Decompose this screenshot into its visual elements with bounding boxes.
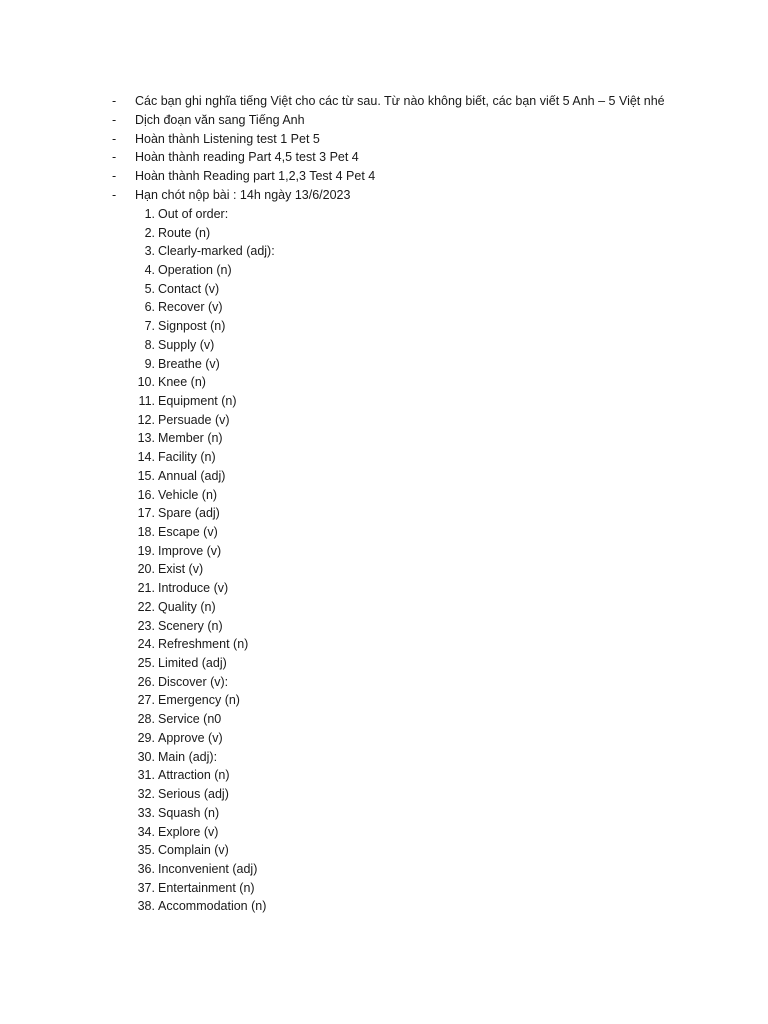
vocab-word: Supply (v) (158, 337, 215, 352)
vocab-word: Route (n) (158, 225, 211, 240)
vocab-number: 20. (137, 562, 155, 577)
vocab-number: 11. (138, 393, 155, 408)
vocab-number: 37. (137, 880, 155, 895)
task-text: Hạn chót nộp bài : 14h ngày 13/6/2023 (135, 187, 351, 202)
vocab-number: 7. (144, 319, 155, 334)
vocab-number: 6. (144, 300, 155, 315)
vocab-number: 13. (137, 431, 155, 446)
vocab-word: Quality (n) (158, 599, 216, 614)
task-bullet: - (112, 94, 117, 108)
vocab-word: Accommodation (n) (158, 899, 267, 914)
vocab-word: Limited (adj) (158, 656, 227, 671)
vocab-word: Signpost (n) (158, 319, 226, 334)
vocab-word: Attraction (n) (158, 768, 230, 783)
vocab-number: 29. (137, 730, 155, 745)
vocab-word: Exist (v) (158, 562, 204, 577)
vocab-number: 27. (137, 693, 155, 708)
vocab-word: Main (adj): (158, 749, 218, 764)
vocab-number: 1. (144, 206, 155, 221)
vocab-number: 18. (137, 525, 155, 540)
vocab-word: Persuade (v) (158, 412, 230, 427)
task-text: Hoàn thành Listening test 1 Pet 5 (135, 131, 320, 146)
task-text: Dịch đoạn văn sang Tiếng Anh (135, 112, 305, 127)
vocab-number: 3. (144, 244, 155, 259)
vocab-number: 26. (137, 674, 155, 689)
vocab-word: Serious (adj) (158, 787, 229, 802)
vocab-number: 33. (137, 805, 155, 820)
vocab-word: Improve (v) (158, 543, 222, 558)
vocab-number: 21. (137, 581, 155, 596)
vocab-number: 36. (137, 861, 155, 876)
vocab-number: 9. (144, 356, 155, 371)
task-bullet: - (112, 131, 117, 146)
task-text: Hoàn thành Reading part 1,2,3 Test 4 Pet 4 (135, 169, 376, 184)
vocab-number: 19. (137, 543, 155, 558)
vocab-number: 24. (137, 637, 155, 652)
vocab-word: Out of order: (158, 206, 229, 221)
vocab-word: Service (n0 (158, 712, 222, 727)
vocab-number: 25. (137, 656, 155, 671)
vocab-word: Clearly-marked (adj): (158, 244, 275, 259)
vocab-word: Vehicle (n) (158, 487, 218, 502)
vocab-word: Annual (adj) (158, 468, 226, 483)
vocab-number: 31. (137, 768, 155, 783)
task-text: Hoàn thành reading Part 4,5 test 3 Pet 4 (135, 150, 359, 165)
vocab-word: Facility (n) (158, 450, 216, 465)
vocab-word: Inconvenient (adj) (158, 861, 258, 876)
vocab-number: 35. (137, 843, 155, 858)
vocab-number: 8. (144, 337, 155, 352)
vocab-number: 4. (144, 262, 155, 277)
vocab-word: Breathe (v) (158, 356, 220, 371)
vocab-word: Contact (v) (158, 281, 220, 296)
vocab-word: Escape (v) (158, 525, 218, 540)
task-bullet: - (112, 169, 117, 184)
task-bullet: - (112, 112, 117, 127)
vocab-number: 15. (137, 468, 155, 483)
vocab-number: 23. (137, 618, 155, 633)
vocab-word: Squash (n) (158, 805, 220, 820)
vocab-word: Refreshment (n) (158, 637, 249, 652)
vocab-word: Explore (v) (158, 824, 219, 839)
vocab-word: Recover (v) (158, 300, 223, 315)
vocab-word: Emergency (n) (158, 693, 240, 708)
vocab-word: Equipment (n) (158, 393, 237, 408)
vocab-number: 28. (137, 712, 155, 727)
vocab-number: 14. (137, 450, 155, 465)
vocab-number: 16. (137, 487, 155, 502)
vocab-number: 32. (137, 787, 155, 802)
vocab-number: 10. (137, 375, 155, 390)
task-text: Các bạn ghi nghĩa tiếng Việt cho các từ sau. Từ nào không biết, các bạn viết 5 Anh – 5 Việt nhé (135, 94, 665, 108)
vocab-number: 22. (137, 599, 155, 614)
vocab-word: Member (n) (158, 431, 223, 446)
vocab-word: Complain (v) (158, 843, 229, 858)
vocab-number: 2. (144, 225, 155, 240)
task-bullet: - (112, 150, 117, 165)
vocab-word: Introduce (v) (158, 581, 229, 596)
vocab-number: 34. (137, 824, 155, 839)
vocab-word: Knee (n) (158, 375, 206, 390)
vocab-number: 17. (137, 506, 155, 521)
vocab-word: Spare (adj) (158, 506, 220, 521)
vocab-word: Operation (n) (158, 262, 232, 277)
task-bullet: - (112, 187, 117, 202)
vocab-word: Approve (v) (158, 730, 223, 745)
vocab-number: 30. (137, 749, 155, 764)
vocab-word: Entertainment (n) (158, 880, 255, 895)
vocab-number: 38. (137, 899, 155, 914)
vocab-number: 12. (137, 412, 155, 427)
vocab-word: Scenery (n) (158, 618, 223, 633)
vocab-word: Discover (v): (158, 674, 229, 689)
vocab-number: 5. (144, 281, 155, 296)
